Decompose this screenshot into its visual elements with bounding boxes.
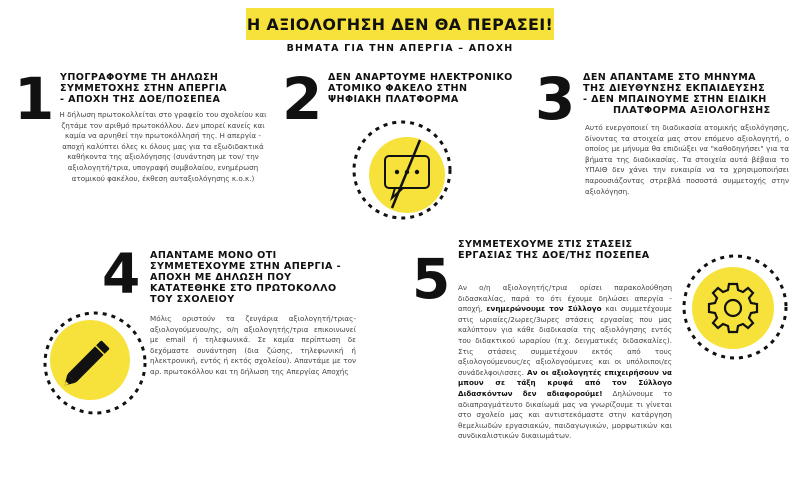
page-subtitle: ΒΗΜΑΤΑ ΓΙΑ ΤΗΝ ΑΠΕΡΓΙΑ – ΑΠΟΧΗ <box>286 43 514 54</box>
step-4-body: Μόλις οριστούν τα ζευγάρια αξιολογητή/τριας-αξιολογούμενου/ης, ο/η αξιολογητής/τρια επικοινωνεί με email ή τηλεφωνικά. Σε καμία περίπτωση δε δεχόμαστε συνάντηση (δια ζώσης, τηλεφωνική ή ηλεκτρονική, εντός ή εκτός σχολείου). Απαντάμε με τον αρ. πρωτοκόλλου και τη δήλωση της Απεργίας Αποχής <box>150 314 356 376</box>
crossed-out-chat-icon <box>350 118 460 228</box>
step-1-heading: ΥΠΟΓΡΑΦΟΥΜΕ ΤΗ ΔΗΛΩΣΗ ΣΥΜΜΕΤΟΧΗΣ ΣΤΗΝ ΑΠΕΡΓΙΑ - ΑΠΟΧΗ ΤΗΣ ΔΟΕ/ΠΟΣΕΠΕΑ <box>60 72 228 105</box>
step-3-heading: ΔΕΝ ΑΠΑΝΤΑΜΕ ΣΤΟ ΜΗΝΥΜΑ ΤΗΣ ΔΙΕΥΘΥΝΣΗΣ ΕΚΠΑΙΔΕΥΣΗΣ - ΔΕΝ ΜΠΑΙΝΟΥΜΕ ΣΤΗΝ ΕΙΔΙΚΗ ΠΛΑΤΦΟΡΜΑ ΑΞΙΟΛΟΓΗΣΗΣ <box>583 72 771 116</box>
pencil-icon <box>40 308 150 418</box>
step-3-body: Αυτό ενεργοποιεί τη διαδικασία ατομικής αξιολόγησης, δίνοντας τα στοιχεία μας στον επόμενο αξιολογητή, ο οποίος με μήνυμα θα επιδιώξει να "καθοδηγήσει" για τα βήματα της διαδικασίας. Τα στοιχεία αυτά βέβαια το ΥΠΑΙΘ δεν χάνει την ευκαιρία να τα χρησιμοποιήσει παρουσιάζοντας στρεβλά ποσοστά συμμετοχής στην αξιολόγηση. <box>585 123 789 196</box>
step-3-number: 3 <box>535 65 576 133</box>
step-4-heading: ΑΠΑΝΤΑΜΕ ΜΟΝΟ ΟΤΙ ΣΥΜΜΕΤΕΧΟΥΜΕ ΣΤΗΝ ΑΠΕΡΓΙΑ - ΑΠΟΧΗ ΜΕ ΔΗΛΩΣΗ ΠΟΥ ΚΑΤΑΤΕΘΗΚΕ ΣΤΟ ΠΡΩΤΟΚΟΛΛΟ ΤΟΥ ΣΧΟΛΕΙΟΥ <box>150 250 341 305</box>
step-1-number: 1 <box>14 65 55 133</box>
step-5-heading: ΣΥΜΜΕΤΕΧΟΥΜΕ ΣΤΙΣ ΣΤΑΣΕΙΣ ΕΡΓΑΣΙΑΣ ΤΗΣ ΔΟΕ/ΤΗΣ ΠΟΣΕΠΕΑ <box>458 239 650 261</box>
step-5-number: 5 <box>412 247 451 311</box>
page-title: Η ΑΞΙΟΛΟΓΗΣΗ ΔΕΝ ΘΑ ΠΕΡΑΣΕΙ! <box>246 14 554 34</box>
step-2-number: 2 <box>282 65 323 133</box>
step-2-heading: ΔΕΝ ΑΝΑΡΤΟΥΜΕ ΗΛΕΚΤΡΟΝΙΚΟ ΑΤΟΜΙΚΟ ΦΑΚΕΛΟ ΣΤΗΝ ΨΗΦΙΑΚΗ ΠΛΑΤΦΟΡΜΑ <box>328 72 513 105</box>
gear-icon <box>678 250 790 362</box>
step-5-body: Αν ο/η αξιολογητής/τρια ορίσει παρακολούθηση διδασκαλίας, παρά το ότι έχουμε δηλώσει απεργία - αποχή, ενημερώνουμε τον Σύλλογο και συμμετέχουμε στις ωριαίες/2ωρες/3ωρες στάσεις εργασίας που μας καλύπτουν για κάθε διαδικασία της αξιολόγησης εντός του διδακτικού ωραρίου (π.χ. δειγματικές διδασκαλίες). Στις στάσεις συμμετέχουν εκτός από τους αξιολογούμενους/ες αξιολογούμενες και οι υπόλοιποι/ες συνάδελφοι/ισσες. Αν οι αξιολογητές επιχειρήσουν να μπουν σε τάξη κρυφά από τον Σύλλογο Διδασκόντων δεν αδιαφορούμε! Δηλώνουμε το αδιαπραγμάτευτο δικαίωμά μας να γνωρίζουμε τι γίνεται στο σχολείο μας και αντιστεκόμαστε στην κατάργηση θεμελιωδών εργασιακών, παιδαγωγικών, μορφωτικών και συνδικαλιστικών δικαιωμάτων. <box>458 283 672 441</box>
step-4-number: 4 <box>102 242 141 306</box>
title-banner <box>246 8 554 40</box>
step-1-body: Η δήλωση πρωτοκολλείται στο γραφείο του σχολείου και ζητάμε τον αριθμό πρωτοκόλλου. Δεν μπορεί κανείς και καμία να αρνηθεί την πρωτοκόλλησή της. Η απεργία - αποχή καλύπτει όλες κι όλους μας για τα εξωδιδακτικά καθήκοντα της αξιολόγησης (συνάντηση με τον/ την αξιολογητή/τρια, υπογραφή συμβολαίου, ενημέρωση ατομικού φακέλου, έκθεση αυταξιολόγησης κ.ο.κ.) <box>59 110 267 183</box>
